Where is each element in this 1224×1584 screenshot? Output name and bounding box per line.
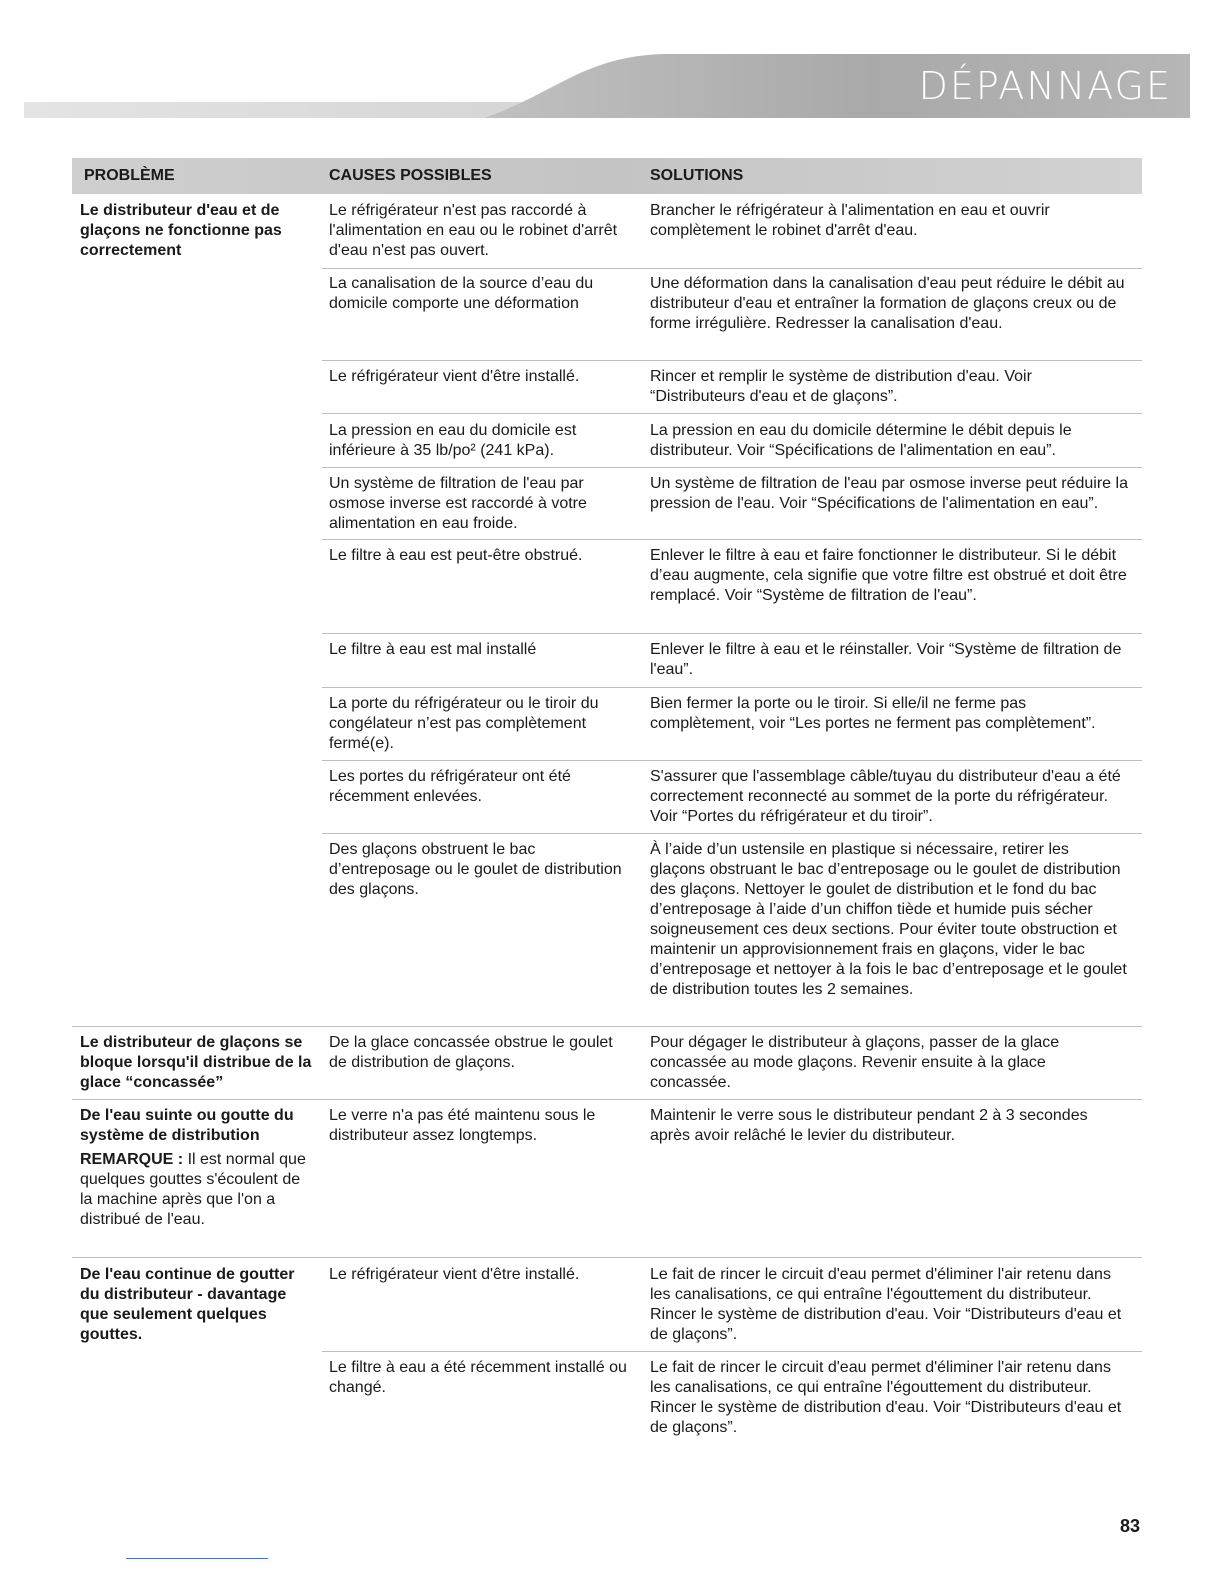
problem-cell: Le distributeur d'eau et de glaçons ne fonctionne pas correctement — [80, 202, 282, 259]
cause-cell: La porte du réfrigérateur ou le tiroir du congélateur n’est pas complètement fermé(e). — [329, 695, 599, 752]
banner-title: DÉPANNAGE — [918, 64, 1172, 108]
cause-cell: De la glace concassée obstrue le goulet de distribution de glaçons. — [329, 1034, 613, 1071]
solution-cell: Le fait de rincer le circuit d'eau permet d'éliminer l'air retenu dans les canalisations, ce qui entraîne l'égouttement du distributeur. Rincer le système de distribution d'eau. Voir “Distributeurs d'eau et de glaçons”. — [650, 1266, 1122, 1343]
problem-title: De l'eau suinte ou goutte du système de distribution — [80, 1107, 294, 1144]
table-header — [72, 158, 1142, 194]
cause-cell: Des glaçons obstruent le bac d’entreposage ou le goulet de distribution des glaçons. — [329, 841, 622, 898]
note-label: REMARQUE : — [80, 1151, 184, 1168]
row-divider — [322, 268, 1142, 269]
section-banner — [24, 54, 1190, 118]
cause-cell: Le filtre à eau est mal installé — [329, 641, 537, 658]
cause-cell: Le filtre à eau est peut-être obstrué. — [329, 547, 583, 564]
row-divider — [322, 539, 1142, 540]
solution-cell: Maintenir le verre sous le distributeur pendant 2 à 3 secondes après avoir relâché le levier du distributeur. — [650, 1107, 1088, 1144]
solution-cell: Le fait de rincer le circuit d'eau permet d'éliminer l'air retenu dans les canalisations, ce qui entraîne l'égouttement du distributeur. Rincer le système de distribution d'eau. Voir “Distributeurs d'eau et de glaçons”. — [650, 1359, 1122, 1436]
row-divider — [322, 360, 1142, 361]
row-divider — [322, 760, 1142, 761]
row-divider — [322, 633, 1142, 634]
header-problem: PROBLÈME — [84, 167, 175, 184]
problem-note — [80, 1150, 316, 1230]
group-divider — [72, 1099, 1142, 1100]
row-divider — [322, 467, 1142, 468]
problem-cell: De l'eau continue de goutter du distributeur - davantage que seulement quelques gouttes. — [80, 1266, 295, 1343]
cause-cell: Le réfrigérateur vient d'être installé. — [329, 1266, 580, 1283]
problem-cell: Le distributeur de glaçons se bloque lorsqu'il distribue de la glace “concassée” — [80, 1034, 312, 1091]
row-divider — [322, 413, 1142, 414]
cause-cell: Les portes du réfrigérateur ont été récemment enlevées. — [329, 768, 571, 805]
row-divider — [322, 833, 1142, 834]
footer-line — [126, 1558, 268, 1559]
row-divider — [322, 687, 1142, 688]
cause-cell: Le réfrigérateur vient d'être installé. — [329, 368, 580, 385]
row-divider — [322, 1351, 1142, 1352]
cause-cell: La canalisation de la source d’eau du domicile comporte une déformation — [329, 275, 594, 312]
solution-cell: Pour dégager le distributeur à glaçons, passer de la glace concassée au mode glaçons. Revenir ensuite à la glace concassée. — [650, 1034, 1060, 1091]
header-causes: CAUSES POSSIBLES — [329, 167, 492, 184]
header-solutions: SOLUTIONS — [650, 167, 744, 184]
cause-cell: Le réfrigérateur n'est pas raccordé à l'alimentation en eau ou le robinet d'arrêt d'eau n'est pas ouvert. — [329, 202, 618, 259]
solution-cell: Une déformation dans la canalisation d'eau peut réduire le débit au distributeur d'eau et entraîner la formation de glaçons creux ou de forme irrégulière. Redresser la canalisation d'eau. — [650, 275, 1125, 332]
problem-cell — [80, 1106, 316, 1230]
solution-cell: Enlever le filtre à eau et faire fonctionner le distributeur. Si le débit d’eau augmente, cela signifie que votre filtre est obstrué et doit être remplacé. Voir “Système de filtration de l'eau”. — [650, 547, 1127, 604]
solution-cell: Bien fermer la porte ou le tiroir. Si elle/il ne ferme pas complètement, voir “Les portes ne ferment pas complètement”. — [650, 695, 1096, 732]
solution-cell: Brancher le réfrigérateur à l'alimentation en eau et ouvrir complètement le robinet d'arrêt d'eau. — [650, 202, 1050, 239]
group-divider — [72, 1026, 1142, 1027]
page-number: 83 — [1119, 1516, 1140, 1536]
solution-cell: À l’aide d’un ustensile en plastique si nécessaire, retirer les glaçons obstruant le bac d’entreposage ou le goulet de distribution des glaçons. Nettoyer le goulet de distribution et le fond du bac d’entreposage à l’aide d’un chiffon tiède et humide puis sécher soigneusement ces deux sections. Pour éviter toute obstruction et maintenir un approvisionnement frais en glaçons, vider le bac d’entreposage et nettoyer à la fois le bac d’entreposage et le goulet de distribution toutes les 2 semaines. — [650, 841, 1127, 998]
solution-cell: S'assurer que l'assemblage câble/tuyau du distributeur d'eau a été correctement reconnecté au sommet de la porte du réfrigérateur. Voir “Portes du réfrigérateur et du tiroir”. — [650, 768, 1121, 825]
solution-cell: La pression en eau du domicile détermine le débit depuis le distributeur. Voir “Spécifications de l'alimentation en eau”. — [650, 422, 1072, 459]
cause-cell: Le filtre à eau a été récemment installé ou changé. — [329, 1359, 627, 1396]
cause-cell: Un système de filtration de l'eau par osmose inverse est raccordé à votre alimentation en eau froide. — [329, 475, 587, 532]
solution-cell: Un système de filtration de l'eau par osmose inverse peut réduire la pression de l'eau. Voir “Spécifications de l'alimentation en eau”. — [650, 475, 1128, 512]
solution-cell: Rincer et remplir le système de distribution d'eau. Voir “Distributeurs d'eau et de glaçons”. — [650, 368, 1032, 405]
solution-cell: Enlever le filtre à eau et le réinstaller. Voir “Système de filtration de l'eau”. — [650, 641, 1122, 678]
group-divider — [72, 1257, 1142, 1258]
note-text: Il est normal que quelques gouttes s'écoulent de la machine après que l'on a distribué de l'eau. — [80, 1151, 306, 1228]
cause-cell: La pression en eau du domicile est inférieure à 35 lb/po² (241 kPa). — [329, 422, 577, 459]
cause-cell: Le verre n'a pas été maintenu sous le distributeur assez longtemps. — [329, 1107, 596, 1144]
